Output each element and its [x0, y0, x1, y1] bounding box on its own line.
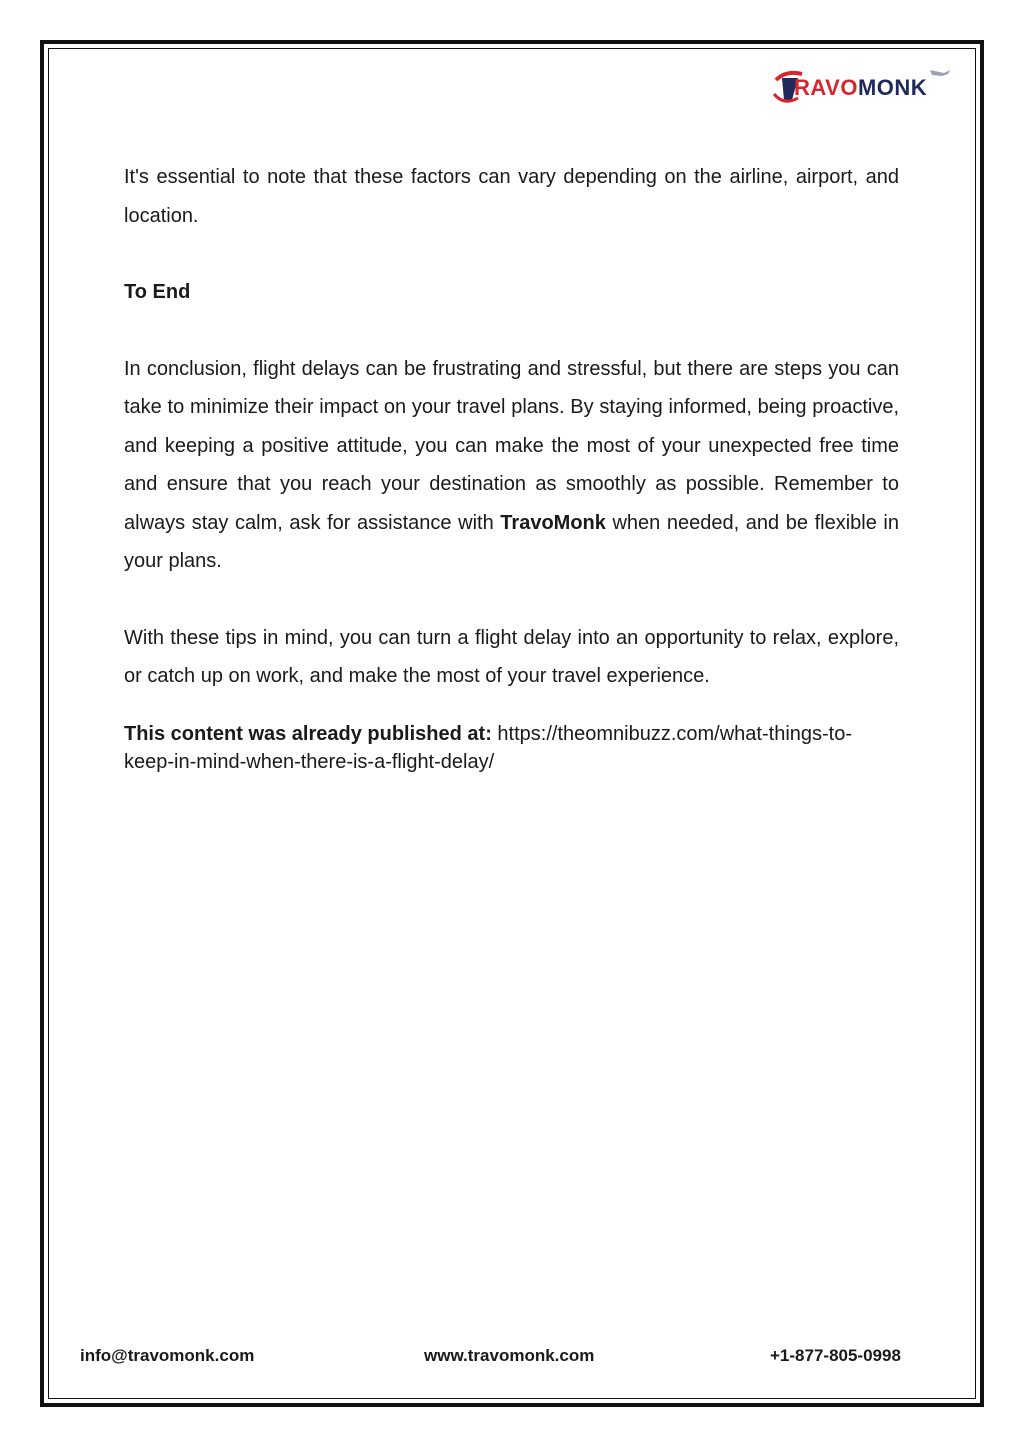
footer-email[interactable]: info@travomonk.com: [80, 1346, 255, 1365]
paragraph-note: It's essential to note that these factors can vary depending on the airline, airport, and location.: [124, 166, 899, 227]
travomonk-logo: [772, 64, 962, 108]
paragraph-conclusion: [124, 350, 899, 581]
logo-wordmark: RAVOMONK: [794, 75, 928, 100]
document-body: [124, 158, 899, 776]
footer-website[interactable]: www.travomonk.com: [424, 1346, 595, 1365]
paragraph-tips: With these tips in mind, you can turn a flight delay into an opportunity to relax, explore, or catch up on work, and make the most of your travel experience.: [124, 626, 899, 687]
publication-label: This content was already published at:: [124, 722, 492, 745]
page-footer: [0, 1346, 1024, 1368]
footer-phone[interactable]: +1-877-805-0998: [770, 1346, 901, 1365]
publication-note: [124, 720, 899, 776]
brand-name: TravoMonk: [500, 511, 606, 534]
conclusion-text: In conclusion, flight delays can be frustrating and stressful, but there are steps you can take to minimize their impact on your travel plans. By staying informed, being proactive, and keeping a positive attitude, you can make the most of your unexpected free time and ensure that you reach your destination as smoothly as possible. Remember to always stay calm, ask for assistance with: [124, 357, 899, 534]
publication-url[interactable]: https://theomnibuzz.com/what-things-to-keep-in-mind-when-there-is-a-flight-delay/: [124, 722, 853, 773]
conclusion-end-text: when needed, and be flexible in your plans.: [124, 511, 899, 572]
section-heading: To End: [124, 281, 191, 303]
